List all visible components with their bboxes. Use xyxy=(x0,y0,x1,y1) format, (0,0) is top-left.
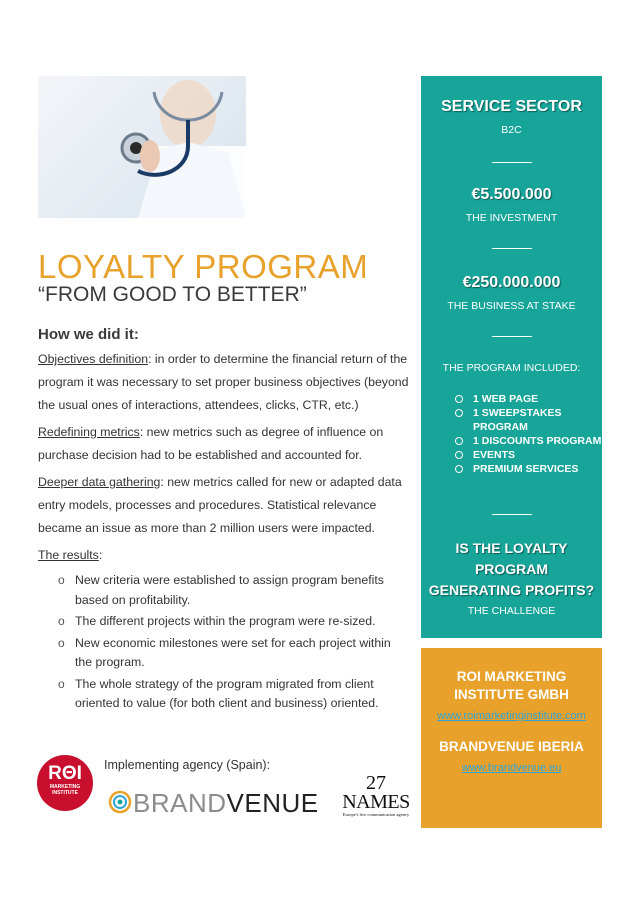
objectives-paragraph xyxy=(38,348,410,417)
objectives-label: Objectives definition xyxy=(38,352,149,366)
deeper-paragraph xyxy=(38,471,410,540)
deeper-text: : new metrics called for new or adapted data entry models, processes and procedures. Statistical relevance became an issue as more than 2 million users were impacted. xyxy=(38,475,402,535)
investment-label: THE INVESTMENT xyxy=(465,212,558,224)
contact-box xyxy=(421,648,602,828)
included-title: THE PROGRAM INCLUDED: xyxy=(442,362,581,374)
brandvenue-brand: BRAND xyxy=(133,788,227,818)
sector-sub: B2C xyxy=(501,124,522,136)
deeper-label: Deeper data gathering xyxy=(38,475,161,489)
27names-word: NAMES xyxy=(342,791,410,813)
list-item: o New economic milestones were set for each project within the program. xyxy=(58,634,410,673)
roi-logo-mark: RΘI xyxy=(48,763,82,784)
divider xyxy=(492,162,532,163)
question-line3: GENERATING PROFITS? xyxy=(428,582,595,598)
bv-website-link[interactable]: www.brandvenue.eu xyxy=(461,762,562,774)
list-item: 1 WEB PAGE xyxy=(455,392,602,406)
challenge-label: THE CHALLENGE xyxy=(467,605,556,617)
page-title: LOYALTY PROGRAM xyxy=(38,248,369,285)
results-label: The results xyxy=(38,548,99,562)
results-heading xyxy=(38,544,410,567)
results-list xyxy=(38,571,410,714)
objectives-text: : in order to determine the financial return of the program it was necessary to set proper business objectives (beyond the usual ones of interactions, attendees, clicks, CTR, etc.) xyxy=(38,352,409,412)
question-line2: PROGRAM xyxy=(474,561,549,577)
list-item: o The whole strategy of the program migrated from client oriented to value (for both client and business) oriented. xyxy=(58,675,410,714)
list-item: 1 DISCOUNTS PROGRAM xyxy=(455,434,602,448)
how-heading: How we did it: xyxy=(38,326,139,343)
list-item: o The different projects within the program were re-sized. xyxy=(58,612,410,632)
stake-label: THE BUSINESS AT STAKE xyxy=(447,300,576,312)
case-body xyxy=(38,348,410,716)
divider xyxy=(492,336,532,337)
divider xyxy=(492,514,532,515)
redefining-label: Redefining metrics xyxy=(38,425,140,439)
list-item: o New criteria were established to assign program benefits based on profitability. xyxy=(58,571,410,610)
brandvenue-logo xyxy=(133,788,319,819)
page-subtitle: “FROM GOOD TO BETTER” xyxy=(38,283,307,306)
divider xyxy=(492,248,532,249)
redefining-paragraph xyxy=(38,421,410,467)
27names-number: 27 xyxy=(366,772,386,794)
roi-logo-line1: MARKETING xyxy=(49,784,81,790)
27names-logo xyxy=(336,774,416,818)
question-line1: IS THE LOYALTY xyxy=(455,540,568,556)
brandvenue-swirl-icon xyxy=(108,787,132,817)
roi-logo xyxy=(37,755,93,811)
redefining-text: : new metrics such as degree of influence on purchase decision had to be established and accounted for. xyxy=(38,425,384,462)
results-colon: : xyxy=(98,548,103,562)
included-list xyxy=(421,392,602,476)
27names-tagline: Europe's live communication agency xyxy=(342,812,410,817)
sector-title: SERVICE SECTOR xyxy=(441,98,582,115)
roi-company-line2: INSTITUTE GMBH xyxy=(454,687,569,702)
doctor-stethoscope-photo xyxy=(38,76,246,218)
summary-sidebar xyxy=(421,76,602,638)
agency-label: Implementing agency (Spain): xyxy=(104,758,271,772)
roi-logo-line2: INSTITUTE xyxy=(52,790,78,796)
brandvenue-venue: VENUE xyxy=(226,788,319,818)
stake-value: €250.000.000 xyxy=(462,274,561,291)
list-item: EVENTS xyxy=(455,448,602,462)
investment-value: €5.500.000 xyxy=(471,186,552,203)
list-item: 1 SWEEPSTAKES PROGRAM xyxy=(455,406,602,434)
roi-company-line1: ROI MARKETING xyxy=(456,669,567,684)
bv-company: BRANDVENUE IBERIA xyxy=(439,739,584,754)
roi-website-link[interactable]: www.roimarketinginstitute.com xyxy=(437,710,586,722)
list-item: PREMIUM SERVICES xyxy=(455,462,602,476)
